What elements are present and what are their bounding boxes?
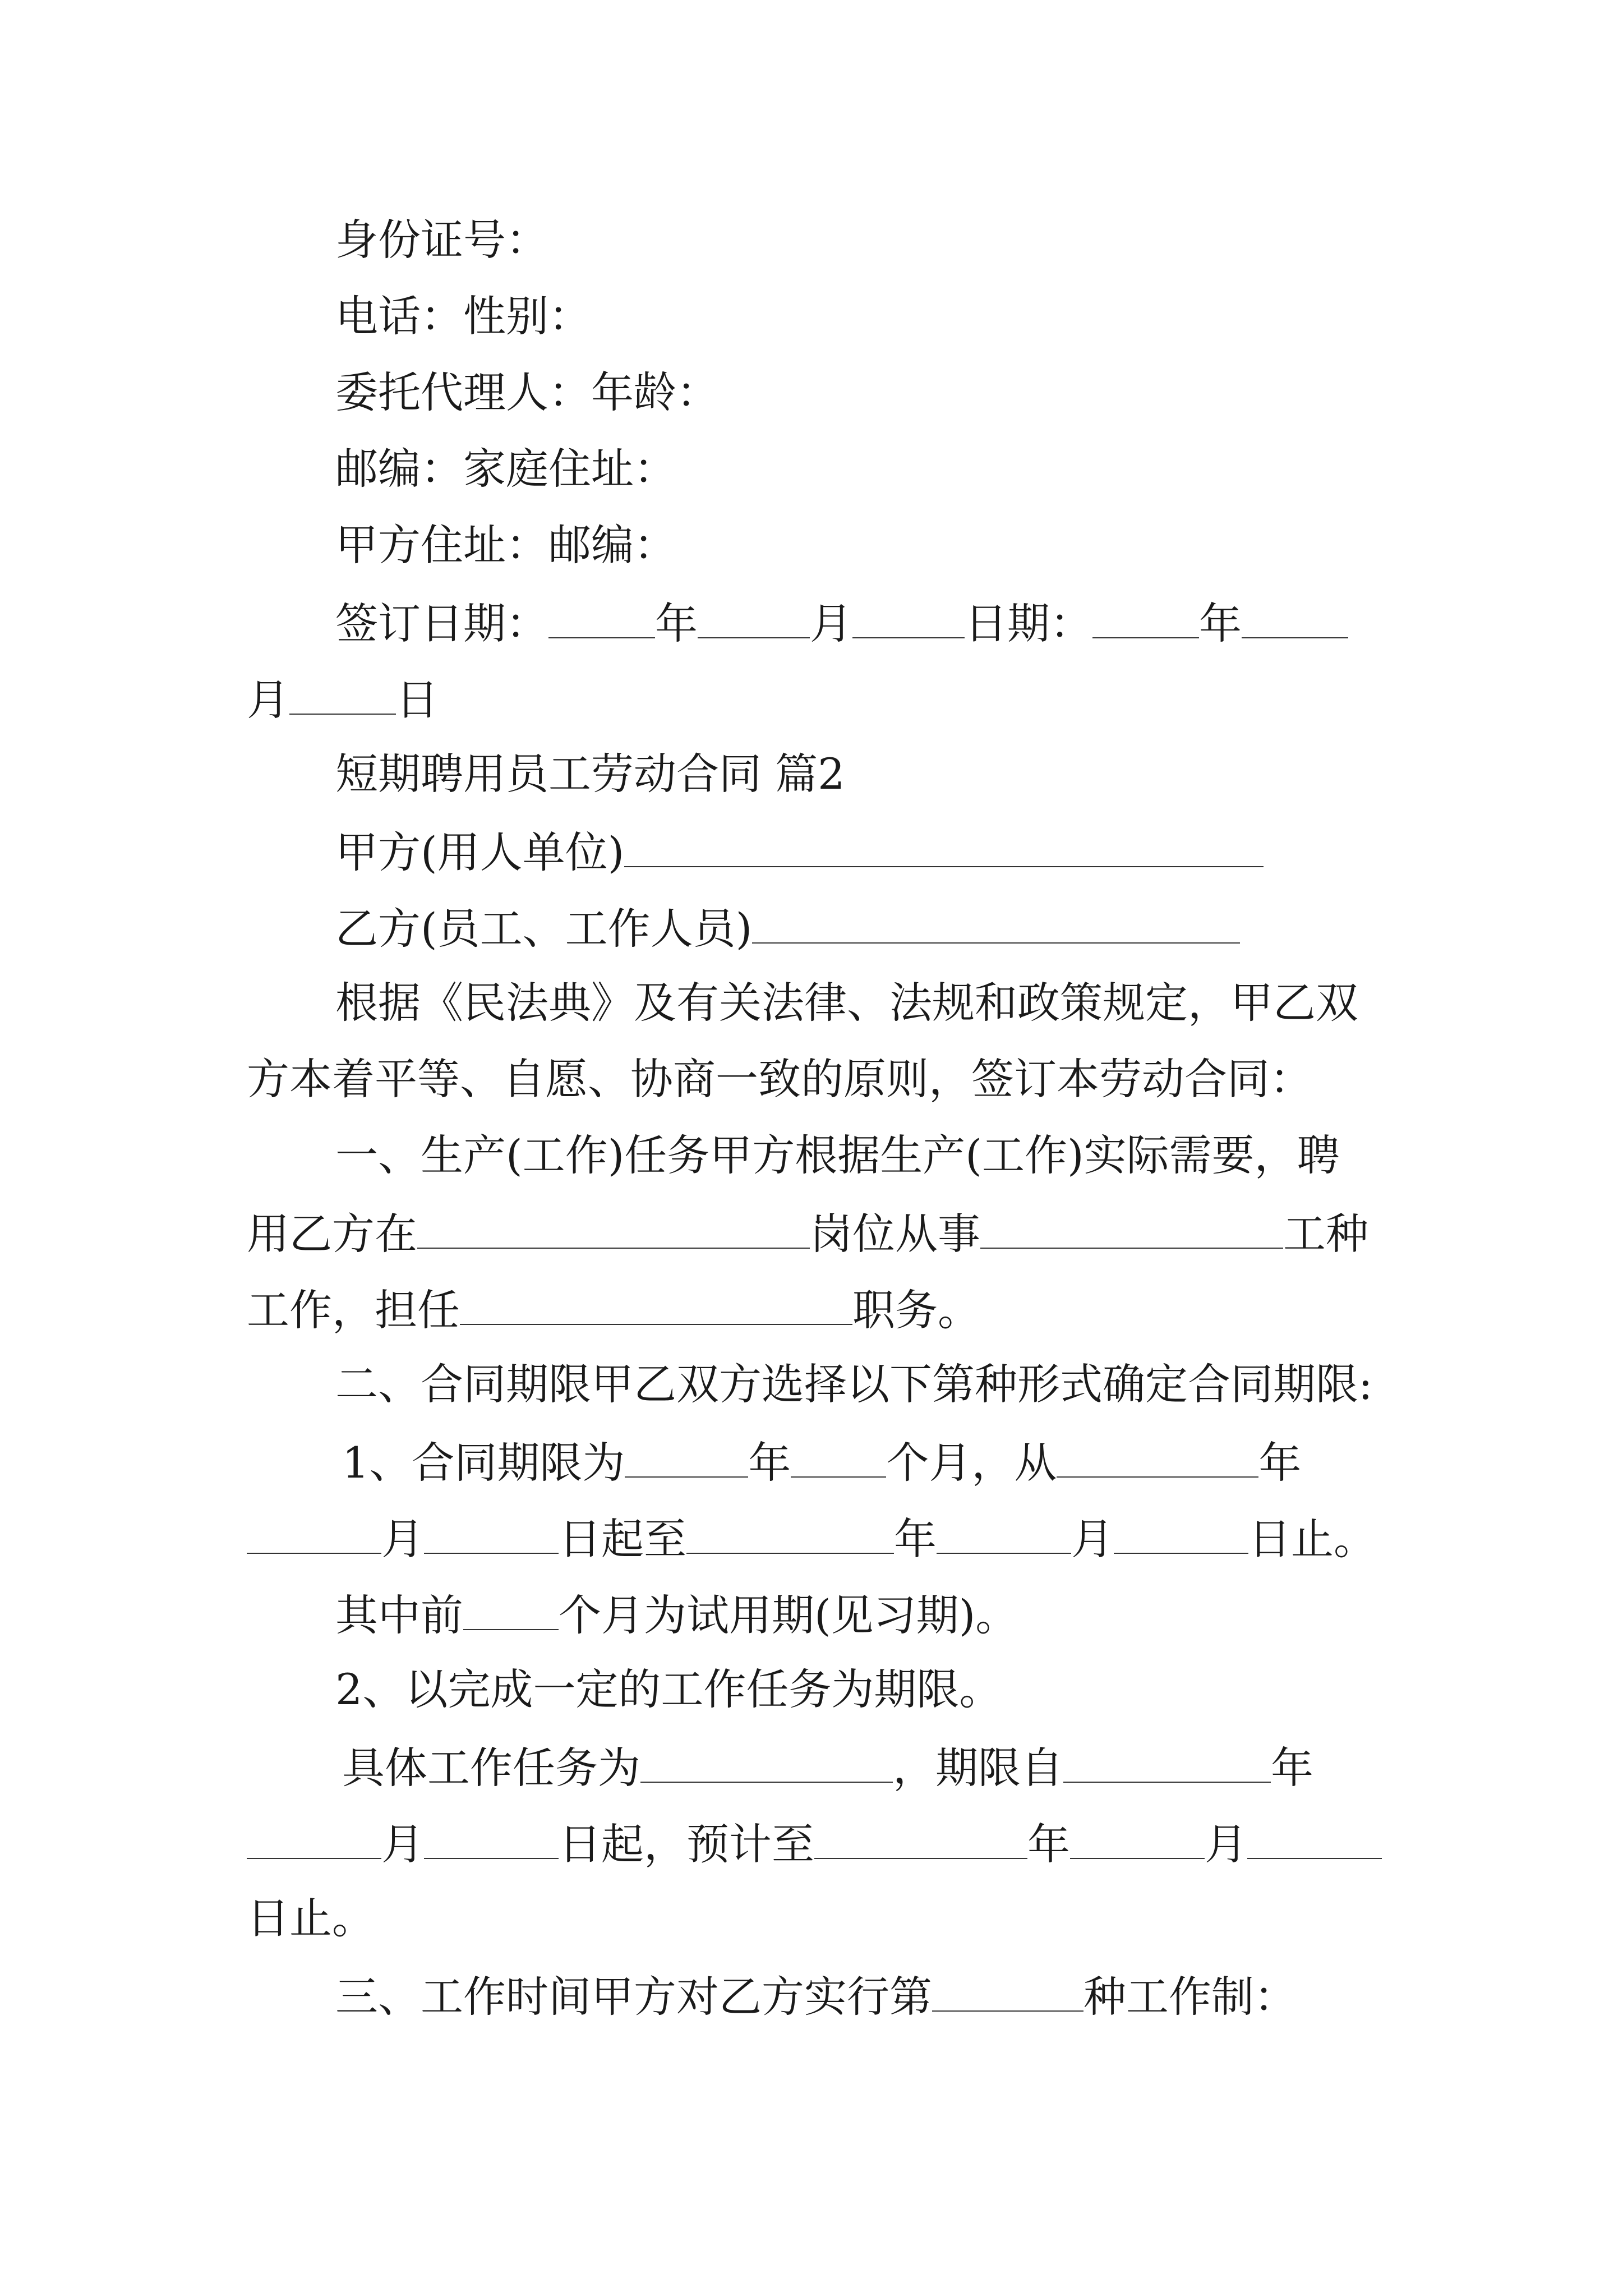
section1-text: 一、生产(工作)任务甲方根据生产(工作)实际需要，聘 xyxy=(335,1130,1340,1180)
contract-heading xyxy=(335,746,845,802)
section1-text: 工种 xyxy=(1283,1209,1368,1259)
blank-field[interactable] xyxy=(640,1738,893,1783)
blank-field[interactable] xyxy=(814,1814,1027,1859)
blank-field[interactable] xyxy=(1057,1433,1258,1478)
duty-blank[interactable] xyxy=(460,1280,852,1325)
date-label: 日期： xyxy=(965,599,1092,648)
sign-date-line xyxy=(335,593,1348,652)
party-b-blank[interactable] xyxy=(752,899,1240,944)
month-label: 月 xyxy=(810,599,852,648)
month-label: 月 xyxy=(381,1514,424,1564)
section1-line-2 xyxy=(247,1204,1368,1262)
year-label: 年 xyxy=(655,599,698,648)
trial-period-line xyxy=(335,1585,1018,1644)
month-label: 月 xyxy=(381,1819,424,1869)
blank-field[interactable] xyxy=(247,1814,381,1859)
section1-text: 工作，担任 xyxy=(247,1285,460,1335)
section1-text: 职务。 xyxy=(852,1285,980,1335)
year-label: 年 xyxy=(1199,599,1242,648)
blank-field[interactable] xyxy=(1092,593,1199,638)
section1-line-3 xyxy=(247,1280,980,1338)
party-a-address-line xyxy=(335,517,676,573)
section2-text: 1、合同期限为 xyxy=(342,1438,625,1488)
blank-field[interactable] xyxy=(625,1433,748,1478)
post-blank[interactable] xyxy=(417,1204,810,1249)
year-label: 年 xyxy=(748,1438,791,1488)
intro-line-2 xyxy=(247,1051,1312,1107)
agent-age-line xyxy=(335,365,719,421)
id-number-label: 身份证号： xyxy=(335,215,548,265)
section2-item2 xyxy=(335,1662,1002,1718)
section2-text: 日起，预计至 xyxy=(559,1819,814,1869)
blank-field[interactable] xyxy=(932,1967,1083,2012)
blank-field[interactable] xyxy=(686,1509,894,1554)
sign-date-label: 签订日期： xyxy=(335,599,548,648)
blank-field[interactable] xyxy=(424,1509,559,1554)
month-label: 月 xyxy=(247,675,289,725)
blank-field[interactable] xyxy=(1114,1509,1248,1554)
section2-text: ，期限自 xyxy=(893,1743,1063,1793)
section2-item1-line-2 xyxy=(247,1509,1376,1567)
blank-field[interactable] xyxy=(698,593,810,638)
phone-gender-label: 电话：性别： xyxy=(335,291,591,341)
section1-text: 岗位从事 xyxy=(810,1209,980,1259)
party-a-address-label: 甲方住址：邮编： xyxy=(335,520,676,570)
section2-item1-line xyxy=(342,1433,1301,1491)
month-label: 月 xyxy=(1205,1819,1247,1869)
day-label: 日 xyxy=(396,675,439,725)
year-label: 年 xyxy=(1258,1438,1302,1488)
blank-field[interactable] xyxy=(247,1509,381,1554)
section2-text: 具体工作任务为 xyxy=(342,1743,640,1793)
blank-field[interactable] xyxy=(1242,593,1348,638)
blank-field[interactable] xyxy=(1070,1814,1205,1859)
blank-field[interactable] xyxy=(548,593,655,638)
sign-date-line-continued xyxy=(247,670,439,728)
party-b-label: 乙方(员工、工作人员) xyxy=(335,904,753,954)
blank-field[interactable] xyxy=(1063,1738,1271,1783)
section1-text: 用乙方在 xyxy=(247,1209,417,1259)
month-label: 月 xyxy=(1071,1514,1114,1564)
intro-line-1 xyxy=(335,975,1358,1031)
blank-field[interactable] xyxy=(791,1433,886,1478)
postcode-address-line xyxy=(335,441,676,497)
blank-field[interactable] xyxy=(424,1814,559,1859)
task-line-3 xyxy=(247,1890,375,1947)
blank-field[interactable] xyxy=(937,1509,1071,1554)
section2-text: 二、合同期限甲乙双方选择以下第种形式确定合同期限: xyxy=(335,1359,1373,1409)
party-a-label: 甲方(用人单位) xyxy=(335,827,625,877)
section2-text: 个月为试用期(见习期)。 xyxy=(559,1590,1018,1640)
intro-text: 方本着平等、自愿、协商一致的原则，签订本劳动合同： xyxy=(247,1054,1312,1104)
task-line xyxy=(342,1738,1313,1796)
year-label: 年 xyxy=(894,1514,937,1564)
section2-text: 2、以完成一定的工作任务为期限。 xyxy=(335,1664,1002,1714)
heading-text: 短期聘用员工劳动合同 篇2 xyxy=(335,749,845,799)
blank-field[interactable] xyxy=(1247,1814,1382,1859)
blank-field[interactable] xyxy=(852,593,965,638)
blank-field[interactable] xyxy=(463,1585,559,1630)
section2-text: 日起至 xyxy=(559,1514,686,1564)
task-line-2 xyxy=(247,1814,1382,1872)
postcode-address-label: 邮编：家庭住址： xyxy=(335,444,676,494)
id-number-line xyxy=(335,212,548,268)
job-type-blank[interactable] xyxy=(980,1204,1283,1249)
section3-line xyxy=(335,1967,1297,2025)
section3-text: 三、工作时间甲方对乙方实行第 xyxy=(335,1972,932,2022)
section2-text: 日止。 xyxy=(1248,1514,1376,1564)
party-b-line xyxy=(335,899,1240,957)
section2-text: 日止。 xyxy=(247,1893,375,1943)
year-label: 年 xyxy=(1027,1819,1070,1869)
section2-text: 其中前 xyxy=(335,1590,463,1640)
year-label: 年 xyxy=(1271,1743,1313,1793)
phone-gender-line xyxy=(335,288,591,344)
party-a-line xyxy=(335,822,1264,881)
blank-field[interactable] xyxy=(289,670,396,715)
intro-text: 根据《民法典》及有关法律、法规和政策规定，甲乙双 xyxy=(335,978,1358,1028)
party-a-blank[interactable] xyxy=(624,822,1264,867)
section3-text: 种工作制： xyxy=(1083,1972,1297,2022)
section2-title xyxy=(335,1356,1373,1412)
section2-text: 个月，从 xyxy=(886,1438,1057,1488)
section1-line-1 xyxy=(335,1128,1340,1184)
agent-age-label: 委托代理人：年龄： xyxy=(335,367,719,417)
